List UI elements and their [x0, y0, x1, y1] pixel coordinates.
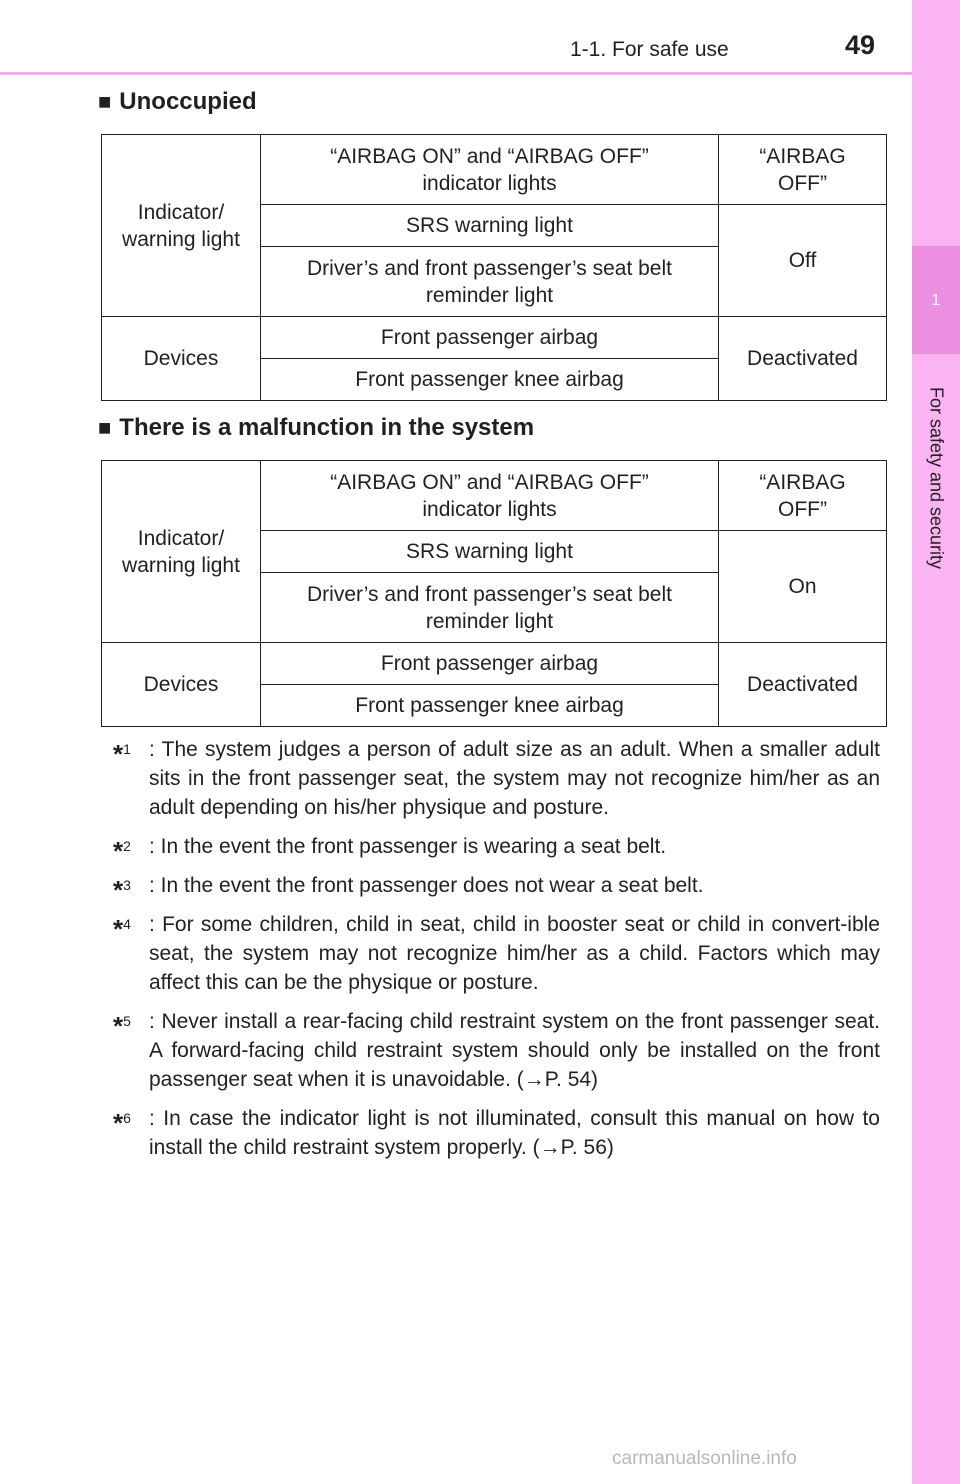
footnote-marker: *$^4$: [113, 914, 131, 944]
row-value-devices: Deactivated: [719, 643, 887, 727]
row-label-passenger-airbag: Front passenger airbag: [261, 643, 719, 685]
footnote-text: : Never install a rear-facing child restraint system on the front passenger seat. A forward-facing child restraint system should only be installed on the front passenger seat when it is unavoidable. (→P. 54): [149, 1010, 880, 1091]
footnote: [113, 735, 880, 822]
footnotes: [113, 735, 880, 1172]
footnote: [113, 871, 880, 905]
footnote: [113, 832, 880, 866]
square-bullet-icon: ■: [98, 415, 112, 440]
footnote-marker: *$^6$: [113, 1108, 131, 1138]
section-heading-text: There is a malfunction in the system: [119, 414, 535, 441]
row-label-passenger-airbag: Front passenger airbag: [261, 317, 719, 359]
page-number: 49: [845, 30, 876, 60]
footnote: [113, 1104, 880, 1162]
footnote-text: : The system judges a person of adult size as an adult. When a smaller adult sits in the front passenger seat, the system may not recognize him/her as an adult depending on his/her physique and posture.: [149, 738, 880, 819]
section-heading-malfunction: [98, 414, 534, 442]
row-value-warning-lights: Off: [719, 205, 887, 317]
row-label-srs-warning: SRS warning light: [261, 205, 719, 247]
footnote: [113, 910, 880, 997]
row-label-knee-airbag: Front passenger knee airbag: [261, 685, 719, 727]
section-heading-unoccupied: [98, 88, 257, 116]
side-tab: [912, 0, 960, 1484]
row-value-devices: Deactivated: [719, 317, 887, 401]
row-label-knee-airbag: Front passenger knee airbag: [261, 359, 719, 401]
footnote-text: : In the event the front passenger does not wear a seat belt.: [149, 874, 704, 897]
footnote-text: : In case the indicator light is not illuminated, consult this manual on how to install the child restraint system properly. (→P. 56): [149, 1107, 880, 1159]
section-heading-text: Unoccupied: [119, 88, 257, 115]
group-label-indicator: Indicator/ warning light: [102, 461, 261, 643]
row-value-airbag-indicator: “AIRBAG OFF”: [719, 461, 887, 531]
footnote-marker: *$^3$: [113, 875, 131, 905]
status-table-malfunction: [101, 460, 887, 727]
side-tab-chapter-title: For safety and security: [926, 386, 947, 570]
group-label-devices: Devices: [102, 643, 261, 727]
row-label-srs-warning: SRS warning light: [261, 531, 719, 573]
group-label-indicator: Indicator/ warning light: [102, 135, 261, 317]
footnote-text: : In the event the front passenger is wearing a seat belt.: [149, 835, 667, 858]
footnote-marker: *$^2$: [113, 836, 131, 866]
footnote-text: : For some children, child in seat, child in booster seat or child in convert-ible seat, the system may not recognize him/her as a child. Factors which may affect this can be the physique or posture.: [149, 913, 880, 994]
footnote-marker: *$^1$: [113, 739, 131, 769]
footnote-marker: *$^5$: [113, 1011, 131, 1041]
row-label-airbag-indicator: “AIRBAG ON” and “AIRBAG OFF” indicator lights: [261, 135, 719, 205]
row-label-seat-belt-reminder: Driver’s and front passenger’s seat belt reminder light: [261, 573, 719, 643]
footnote: [113, 1007, 880, 1094]
square-bullet-icon: ■: [98, 89, 112, 114]
header-section-title: 1-1. For safe use: [570, 38, 729, 61]
row-value-airbag-indicator: “AIRBAG OFF”: [719, 135, 887, 205]
row-label-seat-belt-reminder: Driver’s and front passenger’s seat belt reminder light: [261, 247, 719, 317]
header-rule: [0, 72, 912, 75]
side-tab-chapter-number: 1: [931, 292, 941, 309]
status-table-unoccupied: [101, 134, 887, 401]
group-label-devices: Devices: [102, 317, 261, 401]
row-value-warning-lights: On: [719, 531, 887, 643]
row-label-airbag-indicator: “AIRBAG ON” and “AIRBAG OFF” indicator lights: [261, 461, 719, 531]
watermark: carmanualsonline.info: [612, 1448, 797, 1469]
